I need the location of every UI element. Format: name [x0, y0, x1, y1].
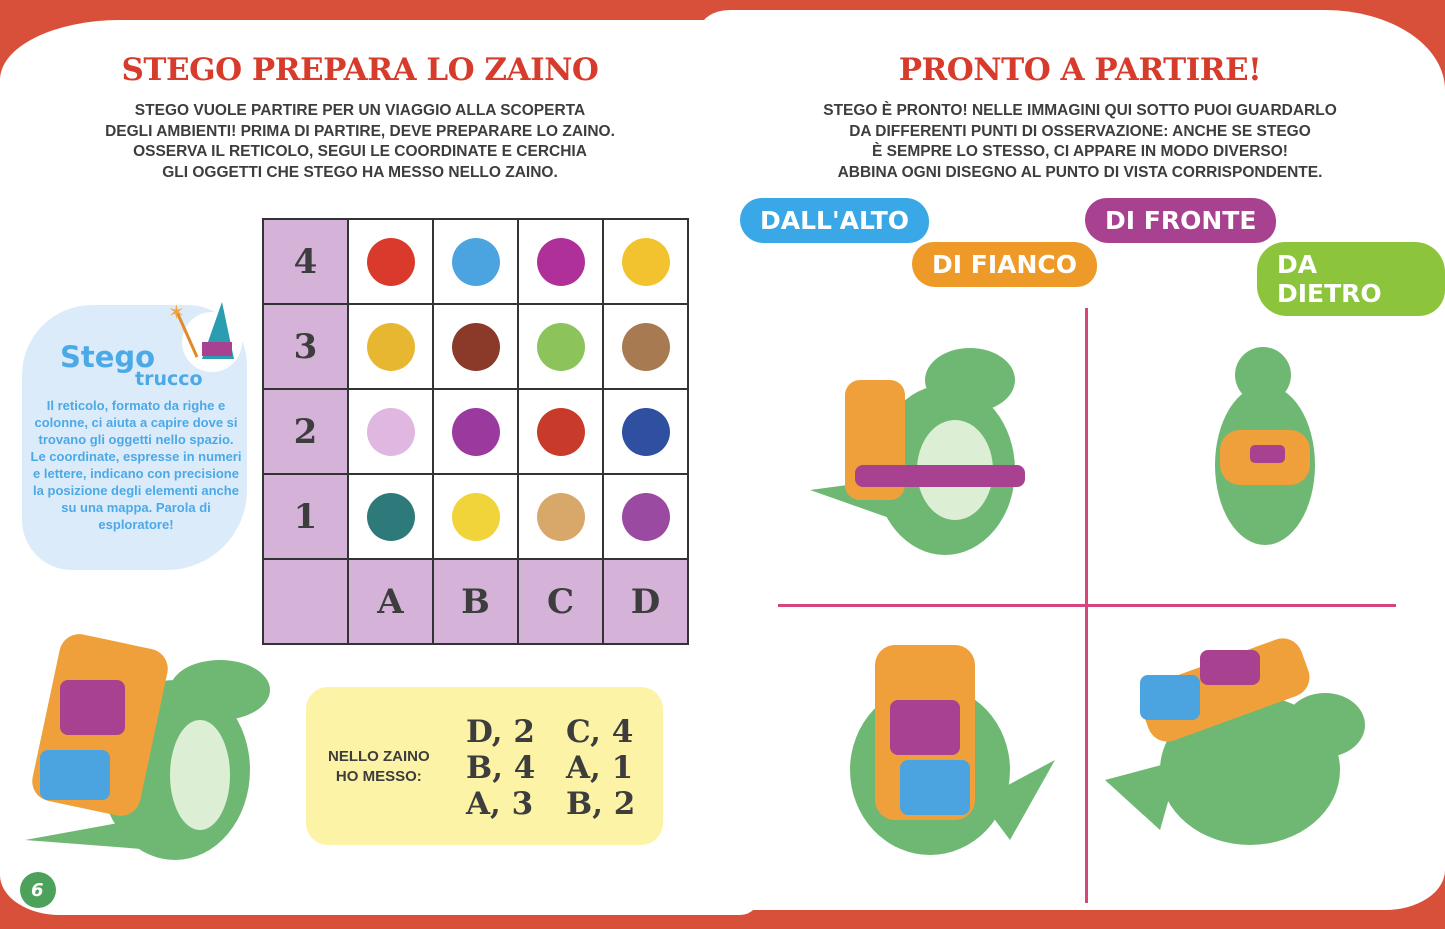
page-number-left: 6	[31, 880, 44, 901]
intro-line: GLI OGGETTI CHE STEGO HA MESSO NELLO ZAINO.	[162, 163, 558, 181]
intro-line: STEGO È PRONTO! NELLE IMMAGINI QUI SOTTO PUOI GUARDARLO	[823, 102, 1337, 119]
column-label: D	[603, 559, 688, 644]
grid-cell[interactable]	[603, 304, 688, 389]
tip-box	[22, 300, 247, 570]
stego-side-view	[805, 340, 1055, 585]
boots-icon	[452, 493, 500, 541]
coordinate: C, 4	[566, 714, 634, 750]
intro-line: ABBINA OGNI DISEGNO AL PUNTO DI VISTA CORRISPONDENTE.	[837, 163, 1323, 181]
intro-line: OSSERVA IL RETICOLO, SEGUI LE COORDINATE E CERCHIA	[133, 143, 587, 160]
column-label: C	[518, 559, 603, 644]
pen-icon	[537, 238, 585, 286]
apple-icon	[367, 238, 415, 286]
coordinate: A, 3	[466, 786, 534, 822]
answer-bubble	[306, 687, 663, 845]
row-label: 1	[263, 474, 348, 559]
tip-title: Stego	[60, 340, 156, 374]
water-bottle-icon	[452, 238, 500, 286]
grid-corner	[263, 559, 348, 644]
grid-cell[interactable]	[433, 389, 518, 474]
bubble-label	[328, 747, 430, 787]
row-label: 4	[263, 219, 348, 304]
binoculars-icon	[367, 493, 415, 541]
pot-icon	[537, 408, 585, 456]
stego-back-view	[820, 630, 1060, 860]
page-number-right: 7	[1399, 881, 1412, 902]
column-label: A	[348, 559, 433, 644]
stego-top-view	[1205, 345, 1325, 570]
umbrella-icon	[537, 323, 585, 371]
bubble-label-line: NELLO ZAINO	[328, 748, 430, 765]
coordinate: B, 2	[566, 786, 636, 822]
row-label: 3	[263, 304, 348, 389]
grid-cell[interactable]	[348, 219, 433, 304]
grid-cell[interactable]	[433, 304, 518, 389]
tip-subtitle: trucco	[135, 368, 203, 390]
tip-text: Il reticolo, formato da righe e colonne, ci aiuta a capire dove si trovano gli oggetti nello spazio. Le coordinate, espresse in numeri e lettere, indicano con precisione la posizione degli elementi anche su una mappa. Parola di esploratore!	[30, 398, 242, 532]
grid-cell[interactable]	[433, 474, 518, 559]
drum-icon	[452, 323, 500, 371]
grid-cell[interactable]	[518, 389, 603, 474]
grid-cell[interactable]	[518, 474, 603, 559]
right-intro	[780, 101, 1380, 183]
label-dall-alto[interactable]: DALL'ALTO	[740, 198, 929, 243]
grid-cell[interactable]	[603, 219, 688, 304]
intro-line: STEGO VUOLE PARTIRE PER UN VIAGGIO ALLA SCOPERTA	[134, 102, 586, 119]
flashlight-icon	[622, 408, 670, 456]
label-da-dietro[interactable]: DA DIETRO	[1257, 242, 1445, 316]
wizard-hat-icon	[162, 297, 242, 372]
svg-text:✶: ✶	[168, 300, 185, 324]
grid-cell[interactable]	[348, 389, 433, 474]
grid-cell[interactable]	[433, 219, 518, 304]
grid-cell[interactable]	[348, 304, 433, 389]
stego-front-view	[1100, 630, 1370, 860]
grid-cell[interactable]	[348, 474, 433, 559]
intro-line: DA DIFFERENTI PUNTI DI OSSERVAZIONE: ANCHE SE STEGO	[849, 122, 1311, 140]
right-title: PRONTO A PARTIRE!	[898, 52, 1262, 88]
wool-hat-icon	[367, 323, 415, 371]
label-di-fronte[interactable]: DI FRONTE	[1085, 198, 1276, 243]
crown-icon	[622, 238, 670, 286]
grid-cell[interactable]	[603, 389, 688, 474]
palette-icon	[622, 323, 670, 371]
coordinates-list	[466, 715, 666, 821]
horizontal-divider	[778, 604, 1396, 607]
intro-line: DEGLI AMBIENTI! PRIMA DI PARTIRE, DEVE PREPARARE LO ZAINO.	[105, 122, 615, 140]
intro-line: È SEMPRE LO STESSO, CI APPARE IN MODO DIVERSO!	[872, 143, 1288, 160]
coordinate-grid	[262, 218, 689, 645]
grid-cell[interactable]	[518, 219, 603, 304]
coordinate: B, 4	[466, 750, 536, 786]
bubble-label-line: HO MESSO:	[335, 768, 422, 785]
column-label: B	[433, 559, 518, 644]
label-di-fianco[interactable]: DI FIANCO	[912, 242, 1097, 287]
hourglass-icon	[622, 493, 670, 541]
grid-cell[interactable]	[603, 474, 688, 559]
coordinate: A, 1	[566, 750, 634, 786]
yarn-ball-icon	[367, 408, 415, 456]
sunglasses-icon	[452, 408, 500, 456]
stego-backpack-illustration	[5, 620, 275, 865]
left-title: STEGO PREPARA LO ZAINO	[121, 52, 599, 88]
coordinate: D, 2	[466, 714, 535, 750]
grid-cell[interactable]	[518, 304, 603, 389]
row-label: 2	[263, 389, 348, 474]
left-intro	[60, 101, 660, 183]
sandwich-icon	[537, 493, 585, 541]
